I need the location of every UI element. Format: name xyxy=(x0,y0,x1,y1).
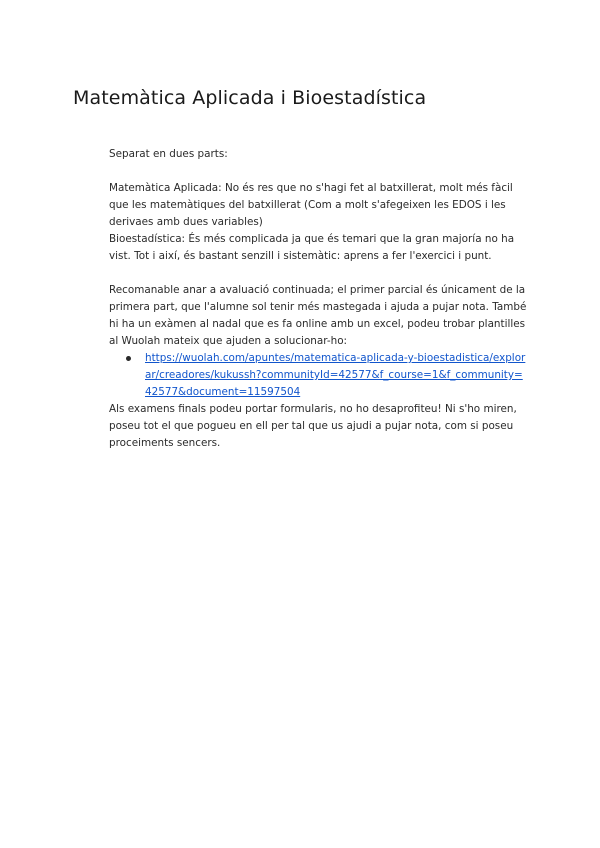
document-title: Matemàtica Aplicada i Bioestadística xyxy=(73,87,427,109)
spacer xyxy=(109,265,529,282)
exams-paragraph: Als examens finals podeu portar formularis, no ho desaprofiteu! Ni s'ho miren, poseu tot el que pogueu en ell per tal que us ajudi a pujar nota, com si poseu proceiments sencers. xyxy=(109,403,517,449)
wuolah-link[interactable]: https://wuolah.com/apuntes/matematica-aplicada-y-bioestadistica/explorar/creadores/kukussh?communityId=42577&f_course=1&f_community=42577&document=11597504 xyxy=(145,352,526,398)
spacer xyxy=(109,163,529,180)
bullet-icon xyxy=(126,356,131,361)
link-list xyxy=(109,350,529,401)
intro-paragraph: Separat en dues parts: xyxy=(109,148,228,160)
matematica-paragraph: Matemàtica Aplicada: No és res que no s'hagi fet al batxillerat, molt més fàcil que les matemàtiques del batxillerat (Com a molt s'afegeixen les EDOS i les derivaes amb dues variables) xyxy=(109,182,513,228)
list-item xyxy=(109,350,529,401)
bioestadistica-paragraph: Bioestadística: És més complicada ja que és temari que la gran majoría no ha vist. Tot i així, és bastant senzill i sistemàtic: aprens a fer l'exercici i punt. xyxy=(109,233,515,262)
document-body xyxy=(109,146,529,452)
recommendation-paragraph: Recomanable anar a avaluació continuada; el primer parcial és únicament de la primera part, que l'alumne sol tenir més mastegada i ajuda a pujar nota. També hi ha un exàmen al nadal que es fa online amb un excel, podeu trobar plantilles al Wuolah mateix que ajuden a solucionar-ho: xyxy=(109,284,527,347)
